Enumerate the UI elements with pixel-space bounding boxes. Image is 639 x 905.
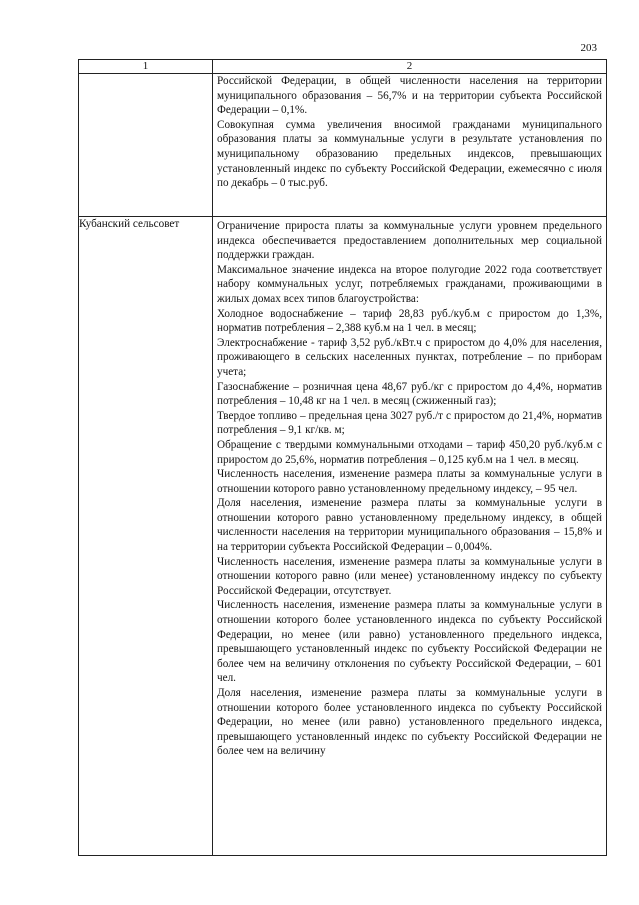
municipality-name-cell: Кубанский сельсовет [79, 217, 213, 856]
table-row [79, 217, 607, 856]
description-paragraph: Доля населения, изменение размера платы за коммунальные услуги в отношении которого более установленного индекса по субъекту Российской Федерации, но менее (или равно) установленного предельного индекса, превышающего установленный индекс по субъекту Российской Федерации не более чем на величину [217, 687, 602, 758]
description-paragraph: Численность населения, изменение размера платы за коммунальные услуги в отношении которого равно установленному предельному индексу, – 95 чел. [217, 468, 602, 495]
table-row [79, 74, 607, 217]
description-paragraph: Обращение с твердыми коммунальными отходами – тариф 450,20 руб./куб.м с приростом до 25,6%, норматив потребления – 0,125 куб.м на 1 чел. в месяц. [217, 438, 602, 466]
column-1-header: 1 [79, 60, 213, 74]
description-paragraph: Максимальное значение индекса на второе полугодие 2022 года соответствует набору коммунальных услуг, потребляемых гражданами, проживающими в жилых домах всех типов благоустройства: [217, 263, 602, 305]
description-paragraph: Газоснабжение – розничная цена 48,67 руб./кг с приростом до 4,4%, норматив потребления – 10,48 кг на 1 чел. в месяц (сжиженный газ); [217, 380, 602, 408]
description-cell [213, 217, 607, 856]
description-paragraph: Численность населения, изменение размера платы за коммунальные услуги в отношении которого равно (или менее) установленному индексу по субъекту Российской Федерации, отсутствует. [217, 555, 602, 597]
description-paragraph: Совокупная сумма увеличения вносимой гражданами муниципального образования платы за коммунальные услуги в результате установления по муниципальному образованию предельных индексов, превышающих установленный индекс по субъекту Российской Федерации, ежемесячно с июля по декабрь – 0 тыс.руб. [217, 118, 602, 190]
description-paragraph: Ограничение прироста платы за коммунальные услуги уровнем предельного индекса обеспечивается предоставлением дополнительных мер социальной поддержки граждан. [217, 220, 602, 262]
description-paragraph: Твердое топливо – предельная цена 3027 руб./т с приростом до 21,4%, норматив потребления – 9,1 кг/кв. м; [217, 409, 602, 437]
municipality-name-cell [79, 74, 213, 217]
description-cell [213, 74, 607, 217]
page-number: 203 [580, 42, 597, 54]
column-2-header: 2 [213, 60, 607, 74]
description-paragraph: Доля населения, изменение размера платы за коммунальные услуги в отношении которого равно установленному предельному индексу, в общей численности населения на территории муниципального образования – 15,8% и на территории субъекта Российской Федерации – 0,004%. [217, 497, 602, 554]
description-paragraph: Холодное водоснабжение – тариф 28,83 руб./куб.м с приростом до 1,3%, норматив потребления – 2,388 куб.м на 1 чел. в месяц; [217, 307, 602, 335]
description-paragraph: Электроснабжение - тариф 3,52 руб./кВт.ч с приростом до 4,0% для населения, проживающего в сельских населенных пунктах, потребление – по приборам учета; [217, 336, 602, 378]
description-paragraph: Российской Федерации, в общей численности населения на территории муниципального образования – 56,7% и на территории субъекта Российской Федерации – 0,1%. [217, 75, 602, 117]
table-header-row [79, 60, 607, 74]
description-paragraph: Численность населения, изменение размера платы за коммунальные услуги в отношении которого более установленного индекса по субъекту Российской Федерации, но менее (или равно) установленного предельного индекса, превышающего установленный индекс по субъекту Российской Федерации не более чем на величину отклонения по субъекту Российской Федерации, – 601 чел. [217, 599, 602, 685]
document-table [78, 59, 607, 856]
